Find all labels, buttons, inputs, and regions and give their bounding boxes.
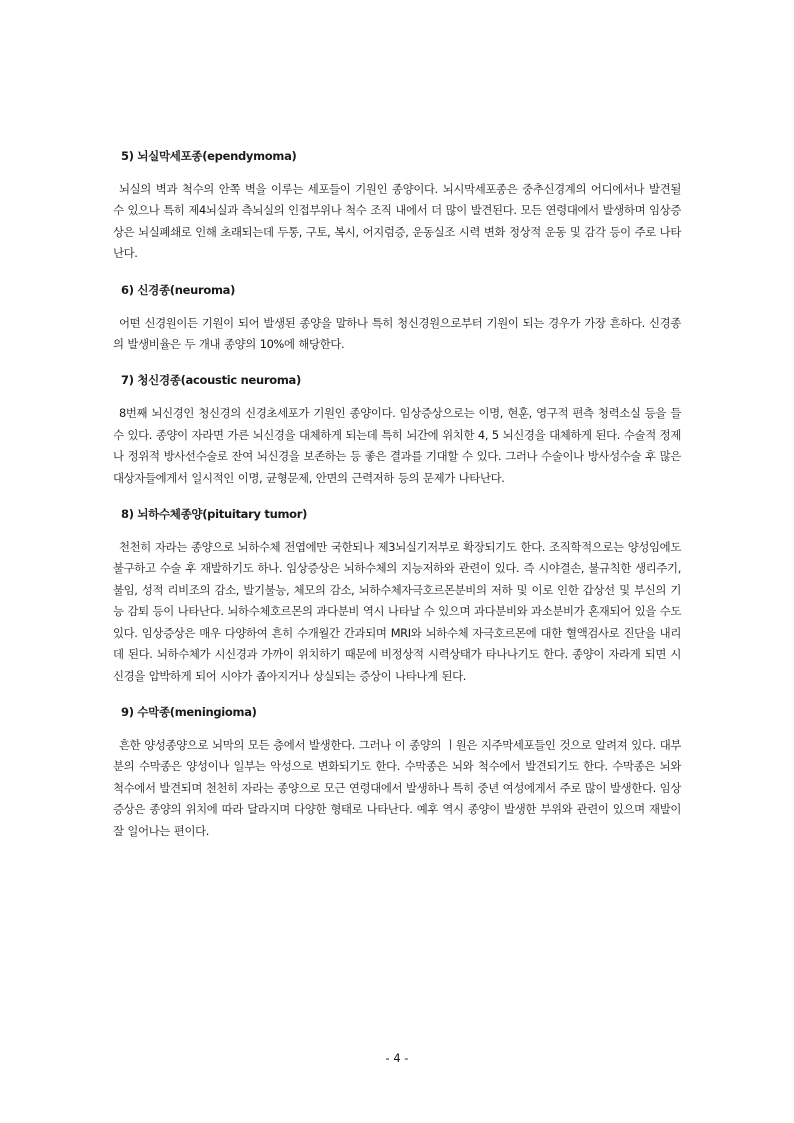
section-heading: 8) 뇌하수체종양(pituitary tumor) bbox=[121, 507, 308, 522]
section-body: 뇌실의 벽과 척수의 안쪽 벽을 이루는 세포들이 기원인 종양이다. 뇌시막세포종은 중추신경계의 어디에서나 발견될 수 있으나 특히 제4뇌실과 측뇌실의 인접부위나 척수 조직 내에서 더 많이 발견된다. 모든 연령대에서 발생하며 임상증상은 뇌실폐쇄로 인해 초래되는데 두통, 구토, 복시, 어지럼증, 운동실조 시력 변화 정상적 운동 및 감각 등이 주로 나타난다. bbox=[113, 182, 681, 261]
page-number: - 4 - bbox=[385, 1051, 409, 1065]
section-body: 천천히 자라는 종양으로 뇌하수체 전엽에만 국한되나 제3뇌실기저부로 확장되기도 한다. 조직학적으로는 양성임에도 불구하고 수술 후 재발하기도 하나. 임상증상은 뇌하수체의 지능저하와 관련이 있다. 즉 시야결손, 불규칙한 생리주기, 불임, 성적 리비조의 감소, 발기불능, 체모의 감소, 뇌하수체자극호르몬분비의 저하 및 이로 인한 갑상선 및 부신의 기능 감퇴 등이 나타난다. 뇌하수체호르몬의 과다분비 역시 나타날 수 있으며 과다분비와 과소분비가 혼재되어 있을 수도 있다. 임상증상은 매우 다양하여 흔히 수개월간 간과되며 MRI와 뇌하수체 자극호르몬에 대한 혈액검사로 진단을 내리데 된다. 뇌하수체가 시신경과 가까이 위치하기 때문에 비정상적 시력상태가 타나나기도 한다. 종양이 자라게 되면 시신경을 압박하게 되어 시야가 좁아지거나 상실되는 증상이 나타나게 된다. bbox=[113, 540, 681, 683]
section-heading: 5) 뇌실막세포종(ependymoma) bbox=[121, 149, 297, 163]
section-acoustic-neuroma bbox=[113, 372, 681, 489]
section-heading: 6) 신경종(neuroma) bbox=[121, 282, 236, 297]
section-neuroma bbox=[113, 282, 681, 356]
section-body: 흔한 양성종양으로 뇌막의 모든 층에서 발생한다. 그러나 이 종양의 ㅣ원은 지주막세포들인 것으로 알려져 있다. 대부분의 수막종은 양성이나 일부는 악성으로 변화되기도 한다. 수막종은 뇌와 척수에서 발견되기도 한다. 수막종은 뇌와 척수에서 발견되며 천천히 자라는 종양으로 모근 연령대에서 발생하나 특히 중년 여성에게서 주로 많이 발생한다. 임상증상은 종양의 위치에 따라 달라지며 다양한 형태로 나타난다. 예후 역시 종양이 발생한 부위와 관련이 있으며 재발이 잘 일어나는 편이다. bbox=[113, 737, 681, 838]
section-ependymoma bbox=[113, 148, 681, 265]
section-heading: 9) 수막종(meningioma) bbox=[121, 704, 257, 719]
document-page bbox=[113, 148, 681, 859]
section-meningioma bbox=[113, 704, 681, 842]
section-body: 8번째 뇌신경인 청신경의 신경초세포가 기원인 종양이다. 임상증상으로는 이명, 현훈, 영구적 편측 청력소실 등을 들 수 있다. 종양이 자라면 가른 뇌신경을 대체하게 되는데 특히 뇌간에 위치한 4, 5 뇌신경을 대체하게 된다. 수술적 정제나 정위적 방사선수술로 잔여 뇌신경을 보존하는 등 좋은 결과를 기대할 수 있다. 그러나 수술이나 방사성수술 후 많은 대상자들에게서 일시적인 이명, 균형문제, 안면의 근력저하 등의 문제가 나타난다. bbox=[113, 406, 681, 485]
section-body: 어떤 신경원이든 기원이 되어 발생된 종양을 말하나 특히 청신경원으로부터 기원이 되는 경우가 가장 흔하다. 신경종의 발생비율은 두 개내 종양의 10%에 해당한다. bbox=[113, 315, 681, 352]
section-heading: 7) 청신경종(acoustic neuroma) bbox=[121, 373, 301, 388]
section-pituitary-tumor bbox=[113, 506, 681, 687]
